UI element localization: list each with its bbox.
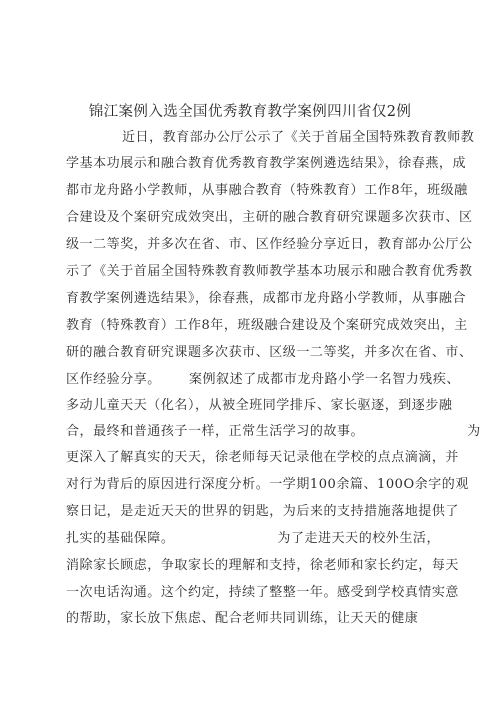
- body-line: 研的融合教育研究课题多次获市、区级一二等奖，并多次在省、市、: [66, 345, 473, 360]
- body-line: 合建设及个案研究成效突出，主研的融合教育研究课题多次获市、区: [66, 210, 473, 225]
- body-line: 更深入了解真实的天天，徐老师每天记录他在学校的点点滴滴，并: [66, 450, 459, 465]
- body-line: 育教学案例遴选结果》，徐春燕，成都市龙舟路小学教师，从事融合: [66, 291, 467, 306]
- body-line: 扎实的基础保障。 为了走进天天的校外生活，: [66, 531, 441, 546]
- body-line: 对行为背后的原因进行深度分析。一学期100余篇、100O余字的观: [66, 477, 469, 492]
- body-line: 级一二等奖，并多次在省、市、区作经验分享近日，教育部办公厅公: [66, 237, 473, 252]
- document-title: 锦江案例入选全国优秀教育教学案例四川省仅2例: [88, 104, 412, 120]
- body-line: 都市龙舟路小学教师，从事融合教育（特殊教育）工作8年，班级融: [66, 183, 468, 198]
- body-line: 多动儿童天天（化名），从被全班同学排斥、家长驱逐，到逐步融: [66, 398, 453, 413]
- body-line: 近日，教育部办公厅公示了《关于首届全国特殊教育教师教: [122, 130, 475, 145]
- body-line: 察日记，是走近天天的世界的钥匙，为后来的支持措施落地提供了: [66, 504, 459, 519]
- body-line: 合，最终和普通孩子一样，正常生活学习的故事。 为: [66, 424, 481, 439]
- body-line: 的帮助，家长放下焦虑、配合老师共同训练，让天天的健康: [66, 611, 419, 626]
- body-line: 区作经验分享。 案例叙述了成都市龙舟路小学一名智力残疾、: [66, 372, 460, 387]
- body-line: 学基本功展示和融合教育优秀教育教学案例遴选结果》，徐春燕，成: [66, 156, 467, 171]
- body-line: 消除家长顾虑，争取家长的理解和支持，徐老师和家长约定，每天: [66, 558, 459, 573]
- body-line: 一次电话沟通。这个约定，持续了整整一年。感受到学校真情实意: [66, 585, 459, 600]
- body-line: 示了《关于首届全国特殊教育教师教学基本功展示和融合教育优秀教: [66, 264, 473, 279]
- body-line: 教育（特殊教育）工作8年，班级融合建设及个案研究成效突出，主: [66, 318, 468, 333]
